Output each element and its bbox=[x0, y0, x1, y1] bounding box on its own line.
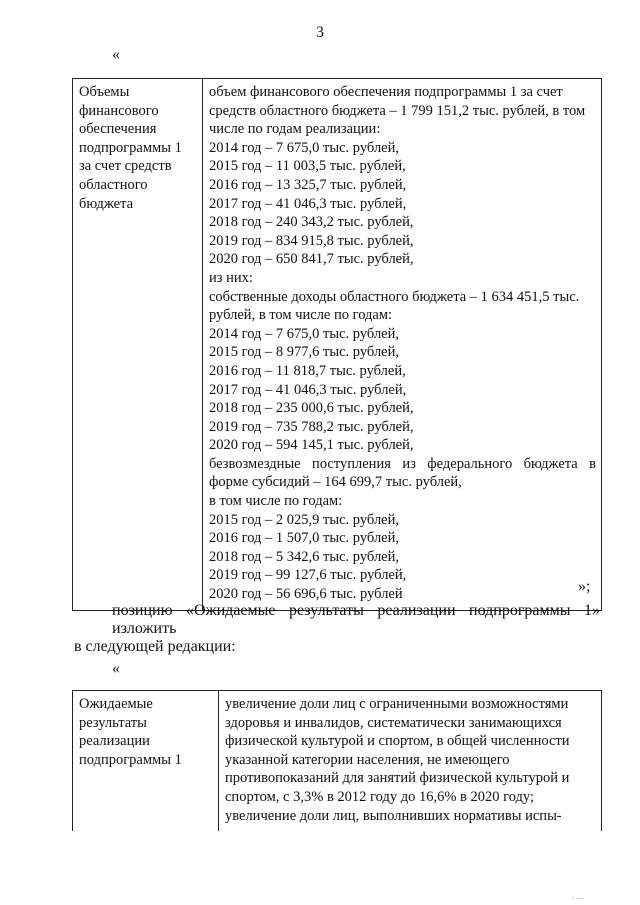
text-line: 2020 год – 650 841,7 тыс. рублей, bbox=[209, 251, 414, 268]
amendment-paragraph-line2: в следующей редакции: bbox=[74, 638, 236, 655]
label-line: финансового bbox=[79, 102, 159, 119]
text-line: 2020 год – 594 145,1 тыс. рублей, bbox=[209, 437, 414, 454]
text-line: 2015 год – 11 003,5 тыс. рублей, bbox=[209, 158, 406, 175]
page-number: 3 bbox=[316, 24, 324, 41]
text-line: 2019 год – 735 788,2 тыс. рублей, bbox=[209, 418, 414, 435]
expected-results-table bbox=[72, 690, 602, 831]
text-line: безвозмездные поступления из федерального бюджета в bbox=[209, 455, 596, 472]
text-line: здоровья и инвалидов, систематически занимающихся bbox=[225, 714, 562, 731]
text-line: 2015 год – 8 977,6 тыс. рублей, bbox=[209, 344, 400, 361]
text-line: 2017 год – 41 046,3 тыс. рублей, bbox=[209, 195, 407, 212]
footer-mark: . .... bbox=[572, 892, 584, 901]
label-line: Ожидаемые bbox=[79, 696, 153, 712]
text-line: из них: bbox=[209, 269, 253, 286]
label-line: обеспечения bbox=[79, 121, 157, 138]
closing-quote: »; bbox=[578, 578, 591, 595]
label-line: реализации bbox=[79, 733, 150, 750]
text-line: противопоказаний для занятий физической культурой и bbox=[225, 770, 570, 787]
text-line: 2014 год – 7 675,0 тыс. рублей, bbox=[209, 325, 400, 342]
label-line: результаты bbox=[79, 714, 147, 731]
financing-row bbox=[73, 79, 602, 611]
text-line: 2015 год – 2 025,9 тыс. рублей, bbox=[209, 511, 400, 528]
text-line: рублей, в том числе по годам: bbox=[209, 307, 393, 324]
text-line: спортом, с 3,3% в 2012 году до 16,6% в 2020 году; bbox=[225, 788, 535, 805]
text-line: 2018 год – 240 343,2 тыс. рублей, bbox=[209, 214, 414, 231]
text-line: форме субсидий – 164 699,7 тыс. рублей, bbox=[209, 474, 462, 491]
amendment-paragraph-line1: позицию «Ожидаемые результаты реализации подпрограммы 1» изложить bbox=[112, 602, 600, 637]
expected-results-row bbox=[73, 691, 602, 832]
opening-quote-second: « bbox=[112, 660, 120, 677]
text-line: 2019 год – 834 915,8 тыс. рублей, bbox=[209, 232, 414, 249]
text-line: числе по годам реализации: bbox=[209, 121, 381, 138]
label-line: бюджета bbox=[79, 195, 134, 212]
text-line: увеличение доли лиц, выполнивших нормативы испы- bbox=[225, 807, 562, 824]
label-line: за счет средств bbox=[79, 158, 172, 175]
text-line: 2019 год – 99 127,6 тыс. рублей, bbox=[209, 567, 407, 584]
text-line: 2018 год – 235 000,6 тыс. рублей, bbox=[209, 400, 414, 417]
text-line: указанной категории населения, не имеющего bbox=[225, 751, 510, 768]
financing-content-cell bbox=[203, 79, 602, 611]
text-line: физической культурой и спортом, в общей численности bbox=[225, 733, 570, 750]
text-line: увеличение доли лиц с ограниченными возможностями bbox=[225, 696, 569, 712]
text-line: 2017 год – 41 046,3 тыс. рублей, bbox=[209, 381, 407, 398]
label-line: подпрограммы 1 bbox=[79, 751, 182, 768]
text-line: 2016 год – 1 507,0 тыс. рублей, bbox=[209, 530, 400, 547]
text-line: 2014 год – 7 675,0 тыс. рублей, bbox=[209, 139, 400, 156]
opening-quote: « bbox=[112, 46, 120, 63]
text-line: 2020 год – 56 696,6 тыс. рублей bbox=[209, 586, 403, 603]
text-line: 2018 год – 5 342,6 тыс. рублей, bbox=[209, 548, 400, 565]
text-line: 2016 год – 11 818,7 тыс. рублей, bbox=[209, 362, 406, 379]
text-line: собственные доходы областного бюджета – 1 634 451,5 тыс. bbox=[209, 288, 580, 305]
expected-results-label-cell bbox=[73, 691, 219, 832]
expected-results-content-cell bbox=[219, 691, 602, 832]
financing-table bbox=[72, 78, 602, 611]
label-line: подпрограммы 1 bbox=[79, 139, 182, 156]
text-line: в том числе по годам: bbox=[209, 493, 343, 510]
text-line: средств областного бюджета – 1 799 151,2 тыс. рублей, в том bbox=[209, 102, 586, 119]
text-line: 2016 год – 13 325,7 тыс. рублей, bbox=[209, 176, 407, 193]
label-line: областного bbox=[79, 176, 148, 193]
label-line: Объемы bbox=[79, 84, 130, 100]
text-line: объем финансового обеспечения подпрограммы 1 за счет bbox=[209, 84, 563, 100]
financing-label-cell bbox=[73, 79, 203, 611]
